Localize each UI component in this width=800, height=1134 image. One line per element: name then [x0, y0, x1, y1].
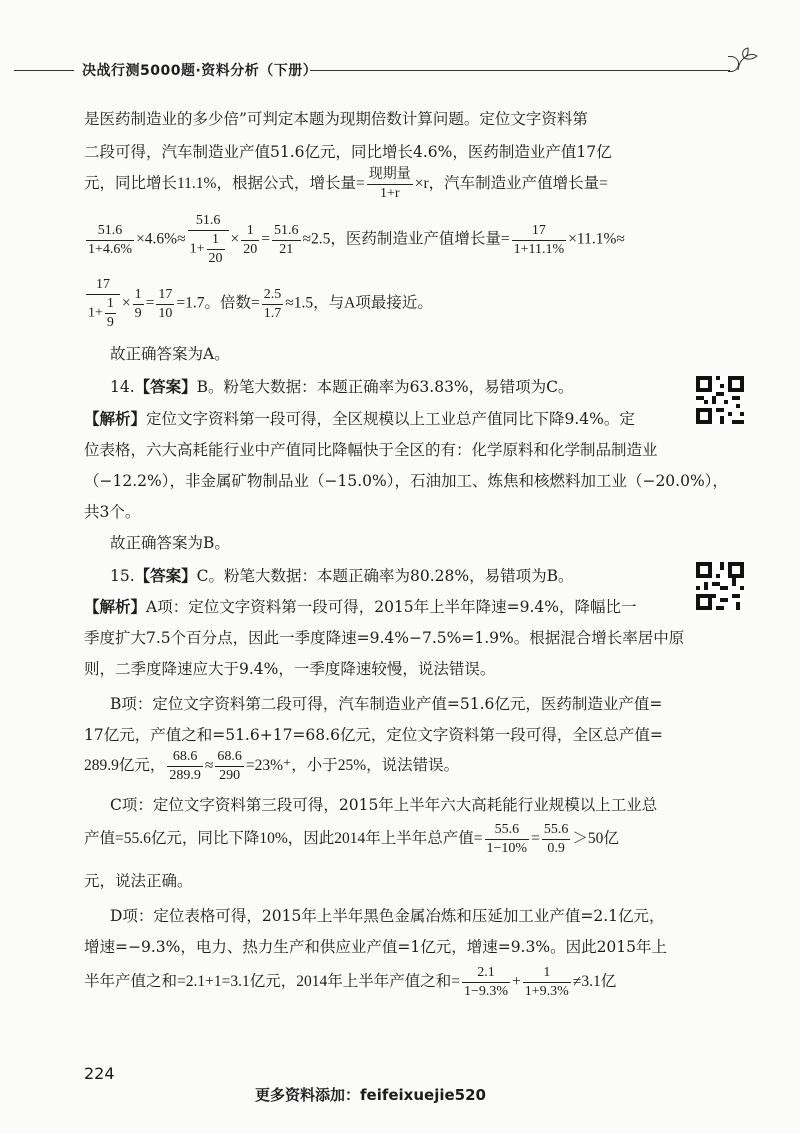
formula-line	[84, 964, 616, 1001]
text-line: 17亿元，产值之和=51.6+17=68.6亿元，定位文字资料第一段可得，全区总产值=	[84, 726, 663, 744]
text-run: 1+	[189, 241, 205, 257]
formula-line	[84, 821, 619, 858]
text-run: 产值=55.6亿元，同比下降10%，因此2014年上半年总产值=	[84, 830, 483, 848]
text-run: ≈1.5，与A项最接近。	[285, 294, 433, 312]
denominator: 20	[208, 251, 223, 266]
fraction	[133, 286, 144, 323]
text-line: 故正确答案为A。	[110, 345, 230, 363]
answer-tag: 【答案】	[134, 377, 197, 396]
question-number: 15.	[110, 567, 135, 585]
text-run: ×r，汽车制造业产值增长量=	[414, 175, 608, 193]
text-run: 1+	[88, 305, 103, 321]
qr-code-icon[interactable]	[696, 562, 744, 610]
formula-line	[84, 166, 608, 203]
text-run: +	[512, 973, 521, 991]
fraction	[523, 964, 571, 1001]
fraction	[272, 222, 301, 259]
page-number: 224	[84, 1064, 115, 1083]
denominator: 289.9	[169, 768, 201, 783]
footer-note: 更多资料添加：feifeixuejie520	[255, 1086, 486, 1104]
fraction	[241, 222, 259, 259]
text-run: B。粉笔大数据：本题正确率为63.83%，易错项为C。	[196, 378, 574, 396]
numerator: 55.6	[494, 822, 520, 837]
text-line: 季度扩大7.5个百分点，因此一季度降速=9.4%−7.5%=1.9%。根据混合增长率居中原	[84, 629, 685, 647]
numerator: 51.6	[195, 213, 221, 228]
fraction	[156, 286, 174, 323]
text-line: （−12.2%），非金属矿物制品业（−15.0%），石油加工、炼焦和核燃料加工业（−20.0%），	[84, 472, 728, 490]
numerator: 1	[246, 222, 254, 238]
denominator: 10	[158, 305, 173, 321]
fraction	[485, 821, 530, 858]
text-line: C项：定位文字资料第三段可得，2015年上半年六大高耗能行业规模以上工业总	[110, 796, 658, 814]
fraction	[512, 222, 567, 259]
text-run: C。粉笔大数据：本题正确率为80.28%，易错项为B。	[196, 567, 574, 585]
nested-fraction	[207, 231, 225, 268]
numerator: 2.1	[477, 965, 495, 980]
text-run: =	[261, 230, 271, 248]
text-run: =1.7。倍数=	[176, 294, 260, 312]
text-line: 二段可得，汽车制造业产值51.6亿元，同比增长4.6%，医药制造业产值17亿	[84, 143, 612, 161]
analysis-line	[84, 596, 637, 618]
analysis-line	[84, 408, 635, 430]
denominator: 21	[272, 240, 301, 259]
text-line: 是医药制造业的多少倍”可判定本题为现期倍数计算问题。定位文字资料第	[84, 110, 588, 128]
text-run: ≈2.5，医药制造业产值增长量=	[302, 230, 510, 248]
text-run: ≈	[204, 757, 214, 775]
fraction	[167, 748, 203, 785]
text-run: ×	[230, 230, 240, 248]
fraction	[86, 222, 134, 259]
text-run: 定位文字资料第一段可得，全区规模以上工业总产值同比下降9.4%。定	[146, 410, 635, 428]
header-rule-right	[310, 70, 730, 71]
text-line: 元，说法正确。	[84, 872, 193, 890]
fraction	[188, 212, 229, 268]
question-number: 14.	[110, 378, 135, 396]
numerator: 1	[212, 232, 220, 247]
page-header	[0, 58, 800, 88]
numerator: 51.6	[97, 222, 123, 238]
denominator: 0.9	[542, 839, 571, 858]
answer-tag: 【答案】	[134, 566, 197, 585]
denominator	[188, 230, 229, 268]
text-run: =	[531, 830, 540, 848]
sprout-icon	[734, 46, 760, 72]
text-run: ×4.6%≈	[136, 230, 186, 248]
denominator	[86, 294, 120, 332]
text-line: D项：定位表格可得，2015年上半年黑色金属冶炼和压延加工业产值=2.1亿元，	[110, 907, 665, 925]
fraction	[542, 821, 571, 858]
numerator: 2.5	[263, 286, 282, 302]
fraction	[86, 276, 120, 332]
numerator: 17	[95, 277, 110, 292]
numerator: 现期量	[368, 167, 411, 182]
text-line: B项：定位文字资料第二段可得，汽车制造业产值=51.6亿元，医药制造业产值=	[110, 695, 663, 713]
text-line: 共3个。	[84, 503, 141, 521]
numerator: 68.6	[172, 749, 198, 764]
text-run: ≠3.1亿	[572, 973, 617, 991]
denominator: 1+r	[367, 184, 413, 203]
numerator: 17	[531, 222, 546, 238]
text-line: 位表格，六大高耗能行业中产值同比降幅快于全区的有：化学原料和化学制品制造业	[84, 441, 658, 459]
fraction	[367, 166, 413, 203]
text-run: A项：定位文字资料第一段可得，2015年上半年降速=9.4%，降幅比一	[146, 598, 637, 616]
denominator: 1+11.1%	[513, 241, 565, 257]
text-line: 故正确答案为B。	[110, 534, 230, 552]
numerator: 68.6	[217, 749, 242, 764]
denominator: 1−10%	[486, 841, 528, 856]
denominator: 1.7	[263, 305, 282, 321]
text-run: ＞50亿	[572, 830, 619, 848]
text-run: 半年产值之和=2.1+1=3.1亿元，2014年上半年产值之和=	[84, 973, 460, 991]
text-run: 289.9亿元，	[84, 757, 166, 775]
numerator: 17	[158, 286, 173, 302]
numerator: 1	[543, 965, 551, 980]
analysis-tag: 【解析】	[84, 409, 147, 428]
denominator: 1−9.3%	[463, 984, 509, 999]
header-rule-left	[14, 70, 74, 71]
qr-code-icon[interactable]	[696, 376, 744, 424]
fraction	[262, 286, 284, 323]
text-run: =	[145, 294, 155, 312]
text-run: ×	[121, 294, 131, 312]
answer-line	[84, 565, 574, 587]
text-run: 元，同比增长11.1%，根据公式，增长量=	[84, 175, 365, 193]
numerator: 55.6	[543, 822, 569, 837]
nested-fraction	[105, 295, 116, 332]
formula-line	[84, 276, 433, 332]
numerator: 51.6	[274, 222, 299, 238]
formula-line	[84, 748, 459, 785]
numerator: 1	[106, 296, 114, 311]
denominator: 1+4.6%	[88, 241, 133, 257]
fraction	[215, 748, 244, 785]
text-run: =23%⁺，小于25%，说法错误。	[245, 757, 460, 775]
text-line: 则，二季度降速应大于9.4%，一季度降速较慢，说法错误。	[84, 660, 496, 678]
denominator: 9	[134, 305, 142, 321]
text-line: 增速=−9.3%，电力、热力生产和供应业产值=1亿元，增速=9.3%。因此2015年上	[84, 938, 668, 956]
book-title: 决战行测5000题·资料分析（下册）	[82, 63, 318, 79]
denominator: 1+9.3%	[524, 984, 569, 999]
fraction	[462, 964, 510, 1001]
denominator: 9	[106, 315, 114, 330]
formula-line	[84, 212, 625, 268]
answer-line	[84, 376, 574, 398]
numerator: 1	[134, 286, 142, 302]
denominator: 290	[215, 766, 244, 785]
text-run: ×11.1%≈	[568, 230, 625, 248]
analysis-tag: 【解析】	[84, 597, 147, 616]
denominator: 20	[243, 241, 258, 257]
